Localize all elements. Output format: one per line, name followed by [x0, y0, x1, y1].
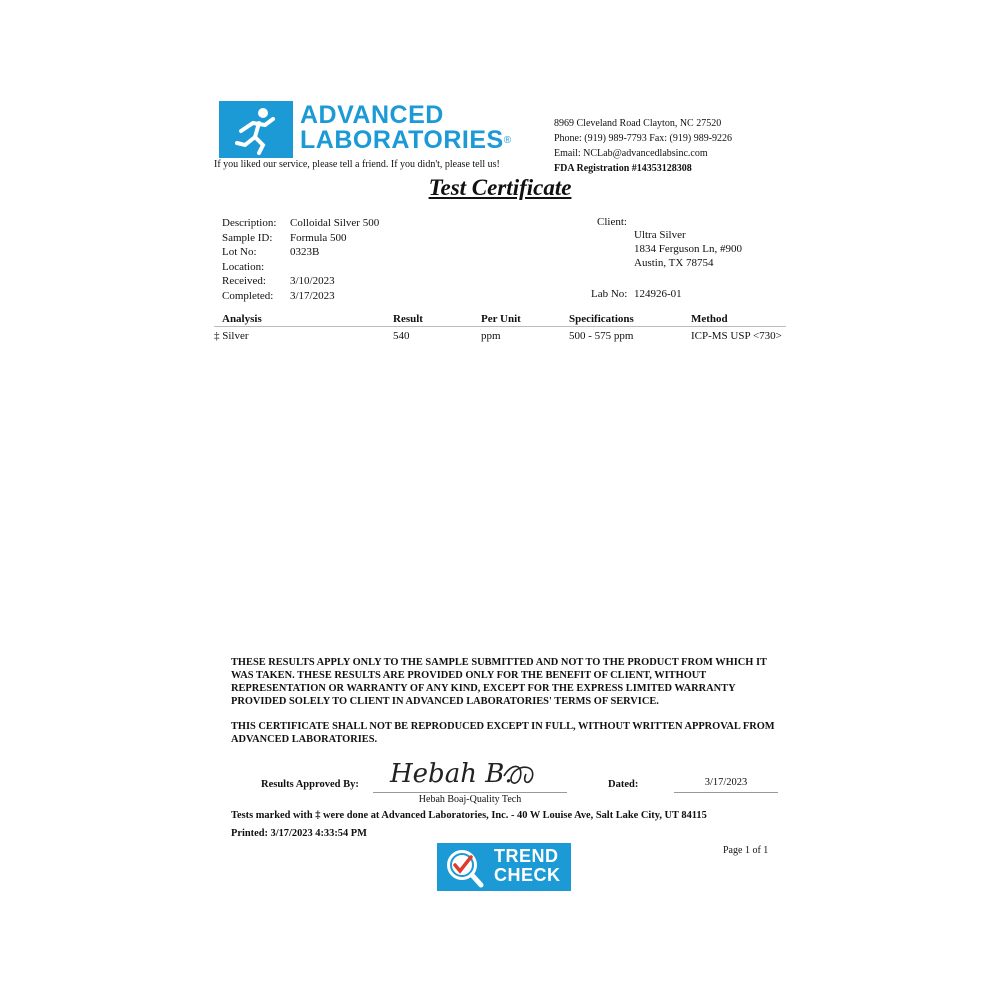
sample-id-label: Sample ID:	[222, 231, 273, 244]
received-label: Received:	[222, 275, 266, 288]
signature-line	[373, 792, 567, 793]
signature-text: Hebah B.	[390, 759, 513, 789]
disclaimer-paragraph-1: THESE RESULTS APPLY ONLY TO THE SAMPLE SUBMITTED AND NOT TO THE PRODUCT FROM WHICH IT WAS TAKEN. THESE RESULTS ARE PROVIDED ONLY FOR THE BENEFIT OF CLIENT, WITHOUT REPRESENTATION OR WARRANTY OF ANY KIND, EXCEPT FOR THE EXPRESS LIMITED WARRANTY PROVIDED SOLELY TO CLIENT IN ADVANCED LABORATORIES' TERMS OF SERVICE.	[231, 657, 767, 707]
company-logo-text	[300, 103, 512, 153]
address-line-1: 8969 Cleveland Road Clayton, NC 27520	[554, 118, 722, 129]
trend-check-line-1: TREND	[494, 846, 559, 866]
printed-timestamp: Printed: 3/17/2023 4:33:54 PM	[231, 828, 367, 839]
lab-no-value: 124926-01	[634, 288, 682, 300]
tagline: If you liked our service, please tell a friend. If you didn't, please tell us!	[214, 159, 500, 170]
sample-values	[290, 216, 379, 304]
sample-labels	[222, 216, 276, 304]
location-value	[290, 260, 379, 275]
completed-label: Completed:	[222, 289, 274, 302]
lab-address	[554, 116, 732, 176]
approved-by-label: Results Approved By:	[261, 779, 359, 790]
signature	[386, 752, 556, 792]
date-line	[674, 792, 778, 793]
magnifier-check-icon	[437, 843, 493, 891]
signer-name: Hebah Boaj-Quality Tech	[418, 794, 522, 805]
dated-label: Dated:	[608, 779, 639, 790]
location-label: Location:	[222, 260, 265, 273]
description-value: Colloidal Silver 500	[290, 217, 380, 229]
table-header-rule	[214, 326, 786, 327]
trend-check-line-2: CHECK	[494, 865, 561, 885]
client-street: 1834 Ferguson Ln, #900	[634, 243, 742, 255]
fda-registration-text: FDA Registration #14353128308	[554, 163, 692, 174]
lab-no-label: Lab No:	[591, 288, 628, 300]
completed-value: 3/17/2023	[290, 289, 335, 302]
header-specifications: Specifications	[569, 313, 634, 325]
fda-registration	[554, 161, 732, 176]
client-label: Client:	[597, 216, 627, 228]
trend-check-text	[494, 847, 561, 885]
cell-analysis: ‡ Silver	[214, 330, 249, 342]
dated-value: 3/17/2023	[704, 777, 748, 788]
logo-line-1: ADVANCED	[300, 101, 444, 129]
header-method: Method	[691, 313, 728, 325]
signature-graphic	[386, 752, 556, 792]
lot-no-label: Lot No:	[222, 246, 257, 259]
header-per-unit: Per Unit	[481, 313, 521, 325]
cell-specification: 500 - 575 ppm	[569, 330, 634, 342]
page-title: Test Certificate	[428, 175, 572, 200]
cell-method: ICP-MS USP <730>	[691, 330, 782, 342]
client-city: Austin, TX 78754	[634, 257, 714, 269]
client-address	[634, 228, 742, 270]
logo-line-2-text: LABORATORIES	[300, 126, 504, 154]
address-line-3: Email: NCLab@advancedlabsinc.com	[554, 148, 708, 159]
client-name: Ultra Silver	[634, 229, 686, 241]
cell-unit: ppm	[481, 330, 501, 342]
page-number: Page 1 of 1	[723, 845, 769, 856]
disclaimer-paragraph-2: THIS CERTIFICATE SHALL NOT BE REPRODUCED EXCEPT IN FULL, WITHOUT WRITTEN APPROVAL FROM ADVANCED LABORATORIES.	[231, 721, 775, 745]
lot-no-value: 0323B	[290, 246, 320, 259]
description-label: Description:	[222, 217, 277, 229]
company-logo-mark	[219, 101, 293, 158]
registered-mark: ®	[503, 135, 512, 146]
address-line-2: Phone: (919) 989-7793 Fax: (919) 989-9226	[554, 133, 733, 144]
cell-result: 540	[393, 330, 410, 342]
footer-note: Tests marked with ‡ were done at Advanced Laboratories, Inc. - 40 W Louise Ave, Salt Lake City, UT 84115	[231, 810, 707, 821]
running-figure-icon	[219, 101, 293, 158]
header-result: Result	[393, 313, 423, 325]
header-analysis: Analysis	[222, 313, 262, 325]
logo-line-2	[300, 128, 512, 153]
received-value: 3/10/2023	[290, 275, 335, 288]
sample-id-value: Formula 500	[290, 231, 347, 244]
